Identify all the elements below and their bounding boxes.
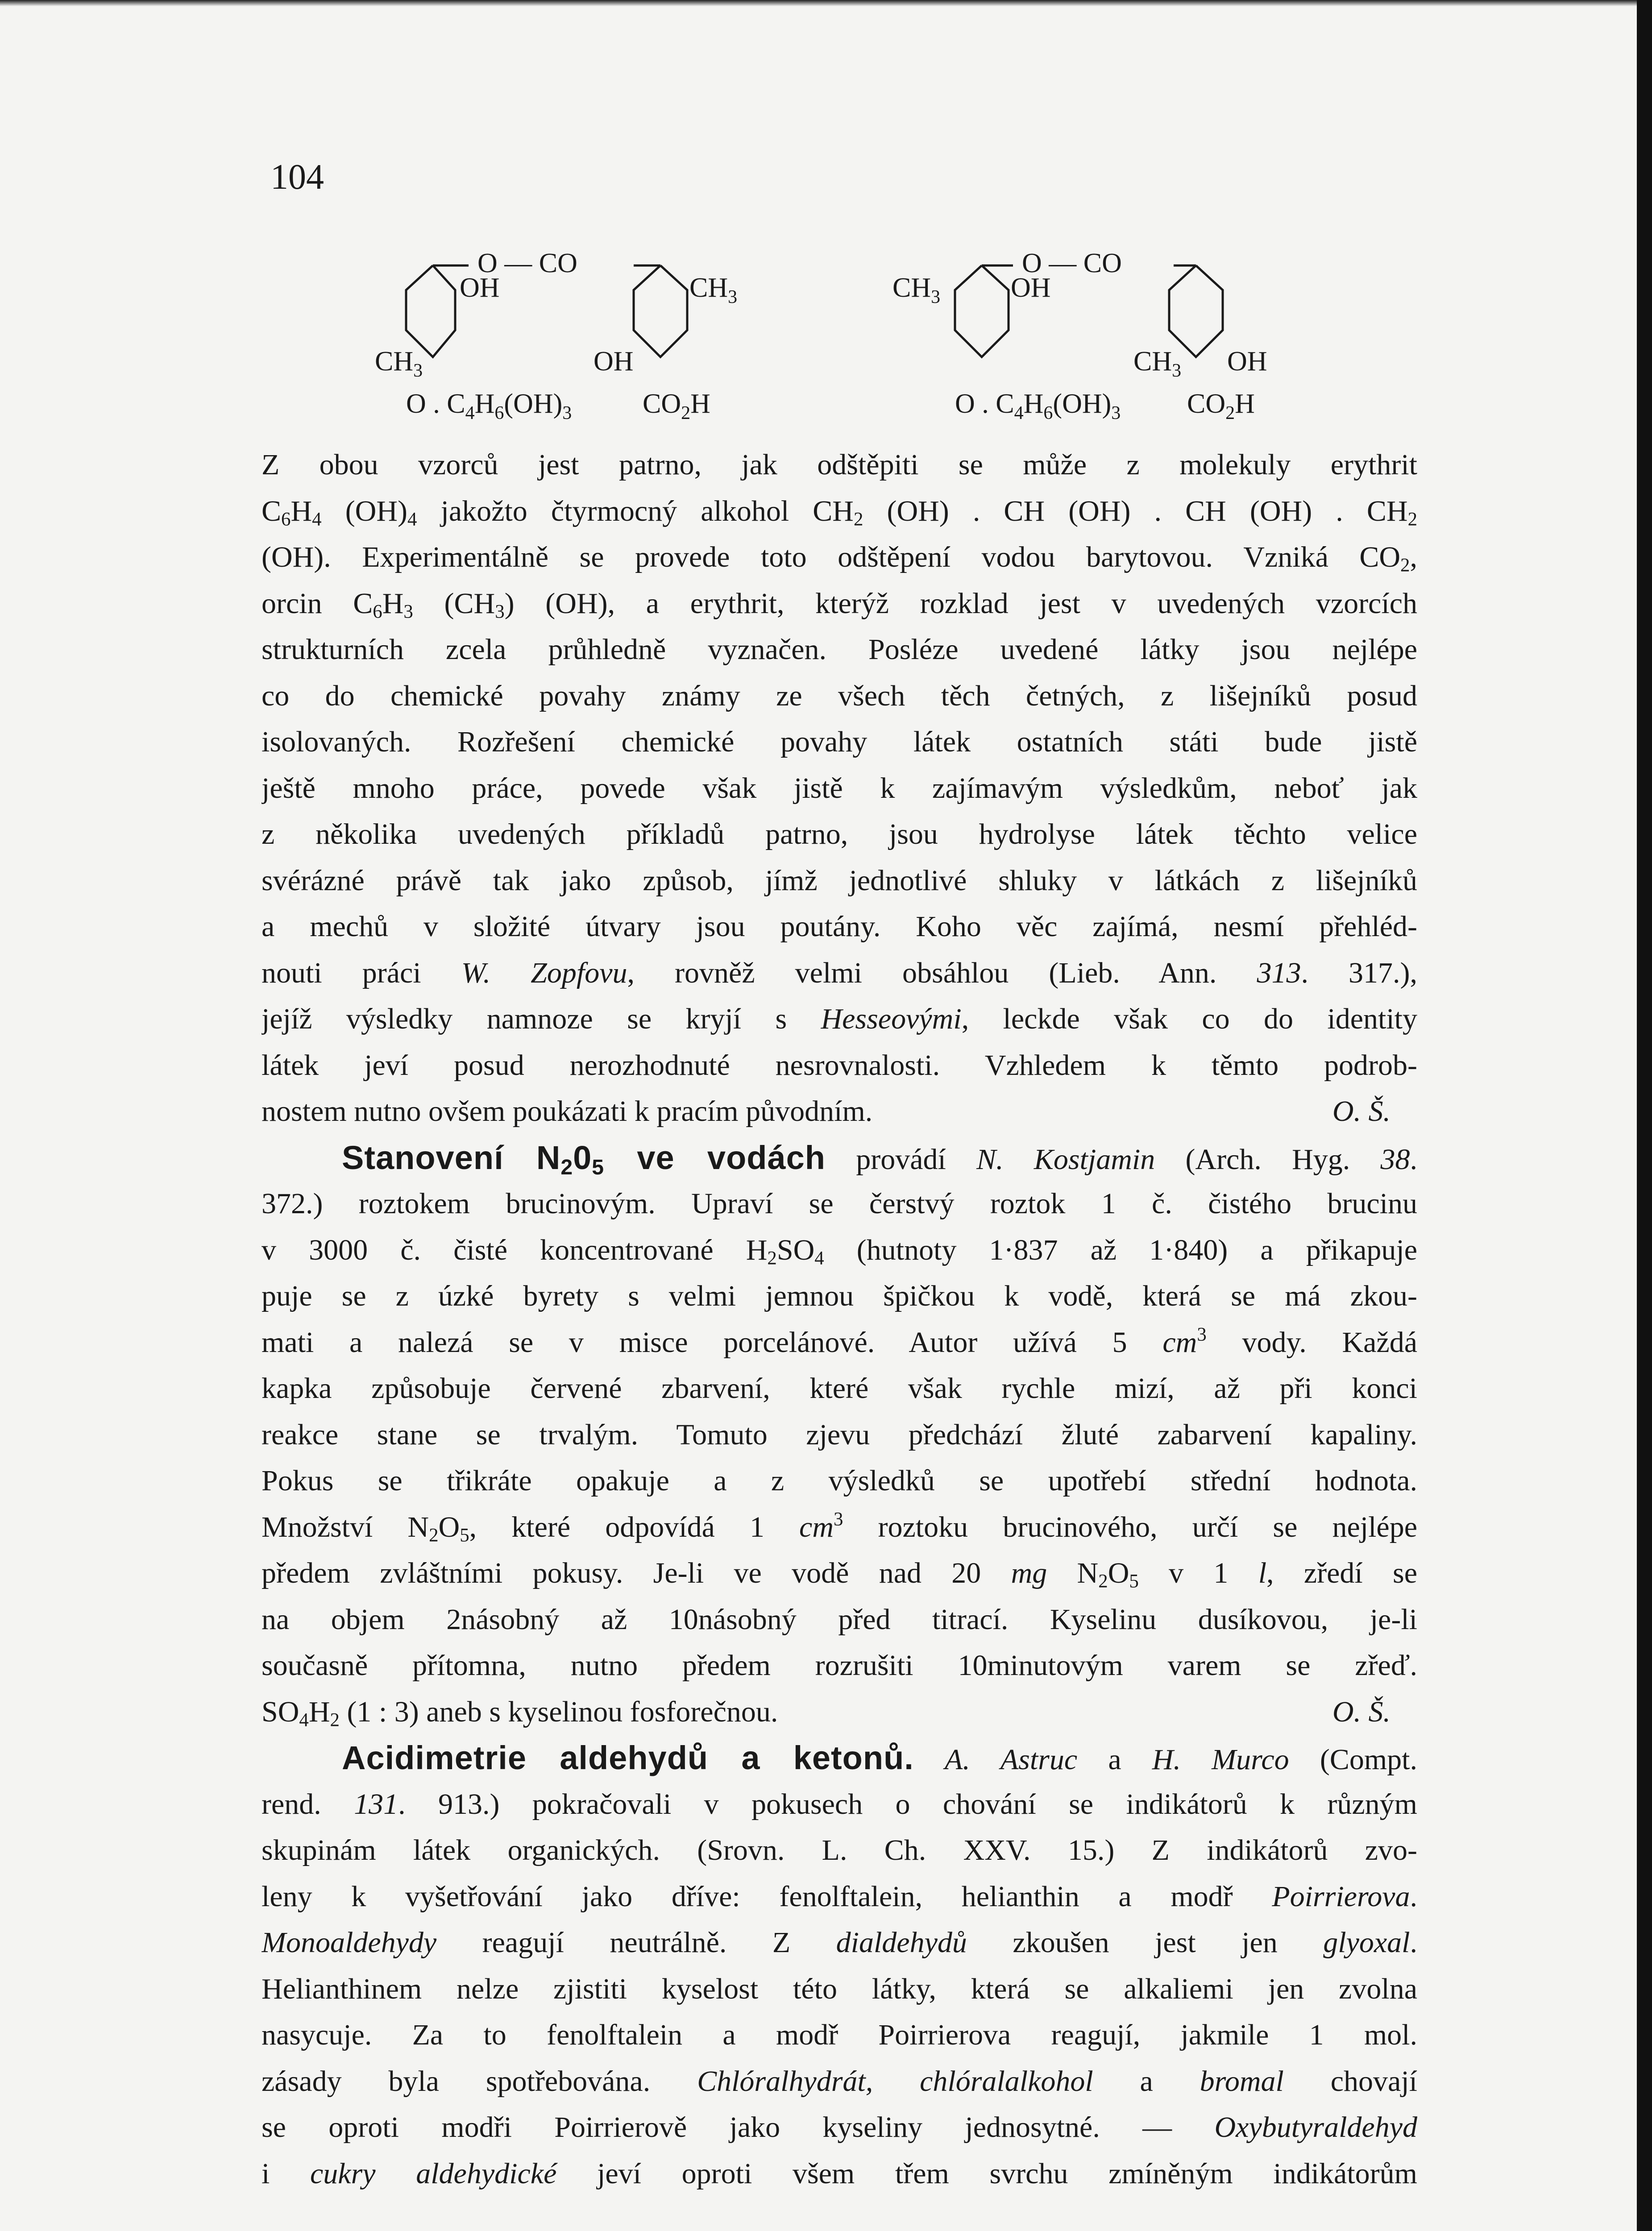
structural-formulas <box>366 241 1348 428</box>
formula-right-ring1-ch3: $CH_3$ <box>892 273 941 307</box>
text-line: puje se z úzké byrety s velmi jemnou špičkou k vodě, která se má zkou- <box>261 1280 1417 1312</box>
text-line: svérázné právě tak jako způsob, jímž jednotlivé shluky v látkách z lišejníků <box>261 864 1417 897</box>
text-line: Helianthinem nelze zjistiti kyselost této látky, která se alkaliemi jen zvolna <box>261 1972 1417 2005</box>
paragraph-acidimetry <box>261 1735 1417 2197</box>
text-line: se oproti modři Poirrierově jako kyseliny jednosytné. — Oxybutyraldehyd <box>261 2111 1417 2144</box>
signature: O. Š. <box>1332 1695 1391 1728</box>
text-line: Stanovení $N_20_5$ ve vodách provádí N. Kostjamin (Arch. Hyg. 38. <box>342 1139 1417 1179</box>
text-line: Množství $N_2O_5$, které odpovídá 1 $cm^3$ roztoku brucinového, určí se nejlépe <box>261 1508 1417 1546</box>
text-line: leny k vyšetřování jako dříve: fenolftalein, helianthin a modř Poirrierova. <box>261 1880 1417 1913</box>
formula-left-ring1-oh: OH <box>460 273 500 303</box>
text-line: $C_6H_4$ $(OH)_4$ jakožto čtyrmocný alkohol $CH_2$ (OH) . CH (OH) . CH (OH) . $CH_2$ <box>261 494 1417 530</box>
benzene-ring-right-1 <box>955 265 1009 357</box>
formula-right <box>892 248 1267 423</box>
paragraph-nitrate <box>261 1135 1417 1735</box>
formula-left-bridge: O — CO <box>477 248 577 278</box>
formula-right-ring2-acid: $CO_2H$ <box>1187 389 1255 423</box>
text-line: $SO_4H_2$ (1 : 3) aneb s kyselinou fosforečnou. O. Š. <box>261 1689 1417 1735</box>
text-line: nostem nutno ovšem poukázati k pracím původním. O. Š. <box>261 1088 1417 1135</box>
text-line: co do chemické povahy známy ze všech těch četných, z lišejníků posud <box>261 679 1417 712</box>
formula-right-bridge: O — CO <box>1022 248 1122 278</box>
text-line: a mechů v složité útvary jsou poutány. Koho věc zajímá, nesmí přehléd- <box>261 910 1417 943</box>
text-line: nouti práci W. Zopfovu, rovněž velmi obsáhlou (Lieb. Ann. 313. 317.), <box>261 956 1417 989</box>
page-number: 104 <box>270 158 324 197</box>
scan-top-edge <box>0 0 1652 6</box>
author-name: A. Astruc <box>945 1743 1078 1776</box>
formula-right-ring2-ch3: $CH_3$ <box>1133 346 1182 381</box>
text-line: z několika uvedených příkladů patrno, jsou hydrolyse látek těchto velice <box>261 818 1417 850</box>
text-line: orcin $C_6H_3$ $(CH_3)$ (OH), a erythrit, kterýž rozklad jest v uvedených vzorcích <box>261 587 1417 622</box>
author-name: N. Kostjamin <box>976 1143 1155 1176</box>
formula-left-ring2-acid: $CO_2H$ <box>643 389 710 423</box>
text-line: předem zvláštními pokusy. Je-li ve vodě nad 20 mg $N_2O_5$ v 1 l, zředí se <box>261 1557 1417 1592</box>
formula-left <box>375 248 737 423</box>
formula-right-ring1-ester: O . $C_4H_6(OH)_3$ <box>955 389 1121 423</box>
text-line: Acidimetrie aldehydů a ketonů. A. Astruc a H. Murco (Compt. <box>342 1739 1417 1776</box>
text-line: (OH). Experimentálně se provede toto odštěpení vodou barytovou. Vzniká $CO_2$, <box>261 541 1417 576</box>
text-line: jejíž výsledky namnoze se kryjí s Hesseovými, leckde však co do identity <box>261 1003 1417 1035</box>
section-heading: Acidimetrie aldehydů a ketonů. <box>342 1739 914 1776</box>
benzene-ring-left-1 <box>406 265 455 357</box>
scan-right-edge <box>1637 0 1652 2231</box>
formula-left-ring2-oh: OH <box>594 346 634 377</box>
text-line: nasycuje. Za to fenolftalein a modř Poirrierova reagují, jakmile 1 mol. <box>261 2019 1417 2051</box>
text-line: isolovaných. Rozřešení chemické povahy látek ostatních státi bude jistě <box>261 726 1417 758</box>
benzene-ring-left-2 <box>634 265 687 357</box>
author-name: W. Zopfovu <box>461 956 627 989</box>
author-name: H. Murco <box>1152 1743 1289 1776</box>
benzene-ring-right-2 <box>1169 265 1223 357</box>
formula-left-ring1-ester: O . $C_4H_6(OH)_3$ <box>406 389 572 423</box>
author-name: Hesseovými <box>821 1003 962 1035</box>
text-line: současně přítomna, nutno předem rozrušiti 10minutovým varem se zřeď. <box>261 1649 1417 1682</box>
formula-right-ring1-oh: OH <box>1011 273 1051 303</box>
text-line: i cukry aldehydické jeví oproti všem třem svrchu zmíněným indikátorům <box>261 2157 1417 2190</box>
text-line: rend. 131. 913.) pokračovali v pokusech o chování se indikátorů k různým <box>261 1787 1417 1820</box>
text-line: zásady byla spotřebována. Chlóralhydrát, chlóralalkohol a bromal chovají <box>261 2065 1417 2098</box>
text-line: reakce stane se trvalým. Tomuto zjevu předchází žluté zabarvení kapaliny. <box>261 1418 1417 1451</box>
text-line: mati a nalezá se v misce porcelánové. Autor užívá 5 $cm^3$ vody. Každá <box>261 1323 1417 1359</box>
text-line: Z obou vzorců jest patrno, jak odštěpiti se může z molekuly erythrit <box>261 448 1417 481</box>
section-heading: Stanovení $N_20_5$ ve vodách <box>342 1139 826 1179</box>
text-line: látek jeví posud nerozhodnuté nesrovnalosti. Vzhledem k těmto podrob- <box>261 1049 1417 1082</box>
text-line: Monoaldehydy reagují neutrálně. Z dialdehydů zkoušen jest jen glyoxal. <box>261 1926 1417 1959</box>
article-body <box>261 442 1417 2197</box>
text-line: ještě mnoho práce, povede však jistě k zajímavým výsledkům, neboť jak <box>261 771 1417 804</box>
text-line: v 3000 č. čisté koncentrované $H_2SO_4$ (hutnoty 1·837 až 1·840) a přikapuje <box>261 1233 1417 1269</box>
formula-right-ring2-oh: OH <box>1227 346 1267 377</box>
text-line: kapka způsobuje červené zbarvení, které však rychle mizí, až při konci <box>261 1372 1417 1405</box>
formula-left-ring1-ch3: $CH_3$ <box>375 346 423 381</box>
signature: O. Š. <box>1332 1095 1391 1128</box>
text-line: strukturních zcela průhledně vyznačen. Posléze uvedené látky jsou nejlépe <box>261 633 1417 666</box>
text-line: skupinám látek organických. (Srovn. L. Ch. XXV. 15.) Z indikátorů zvo- <box>261 1834 1417 1866</box>
text-line: Pokus se třikráte opakuje a z výsledků se upotřebí střední hodnota. <box>261 1464 1417 1497</box>
formula-left-ring2-ch3: $CH_3$ <box>689 273 738 307</box>
paragraph-erythrit <box>261 442 1417 1135</box>
text-line: na objem 2násobný až 10násobný před titrací. Kyselinu dusíkovou, je-li <box>261 1603 1417 1636</box>
text-line: 372.) roztokem brucinovým. Upraví se čerstvý roztok 1 č. čistého brucinu <box>261 1187 1417 1220</box>
